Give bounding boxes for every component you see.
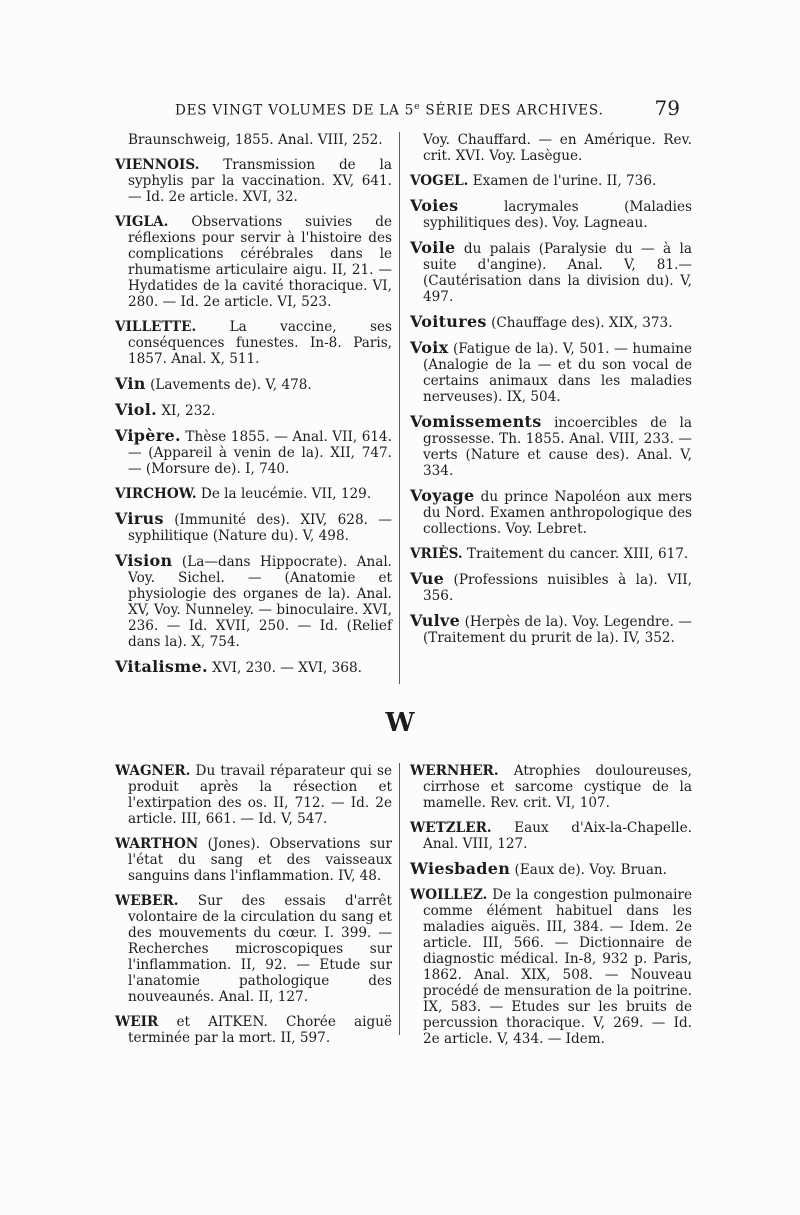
column-right-top	[410, 132, 692, 655]
entry-headword: Vue	[410, 569, 445, 588]
entry-text: (Jones). Observations sur l'état du sang et des vaisseaux sanguins dans l'inflammation. IV, 48.	[128, 836, 392, 884]
entry-text: (Chauffage des). XIX, 373.	[486, 315, 673, 331]
index-entry	[410, 314, 692, 331]
running-title-b: SÉRIE DES ARCHIVES.	[420, 102, 604, 119]
running-title	[175, 102, 604, 119]
entry-headword: Virus	[115, 509, 164, 528]
index-entry	[410, 240, 692, 305]
entry-headword: Voyage	[410, 486, 475, 505]
entry-text: Braunschweig, 1855. Anal. VIII, 252.	[128, 132, 383, 148]
index-entry	[410, 414, 692, 479]
entry-text: (Fatigue de la). V, 501. — humaine (Analogie de la — et du son vocal de certains animaux dans les maladies nerveuses). IX, 504.	[423, 341, 692, 405]
entry-text: Examen de l'urine. II, 736.	[468, 173, 657, 189]
entry-text: Transmission de la syphylis par la vaccination. XV, 641. — Id. 2e article. XVI, 32.	[128, 157, 392, 205]
entry-headword: WOILLEZ.	[410, 887, 488, 903]
index-entry	[115, 132, 392, 148]
index-entry	[410, 887, 692, 1047]
entry-text: incoercibles de la grossesse. Th. 1855. Anal. VIII, 233. — verts (Nature et cause des). Anal. V, 334.	[423, 415, 692, 479]
column-left-bottom	[115, 763, 392, 1055]
index-entry	[115, 319, 392, 367]
entry-text: Atrophies douloureuses, cirrhose et sarcome cystique de la mamelle. Rev. crit. VI, 107.	[423, 763, 692, 811]
entry-headword: WETZLER.	[410, 820, 492, 836]
index-entry	[115, 402, 392, 419]
running-title-a: DES VINGT VOLUMES DE LA 5	[175, 102, 415, 119]
entry-text: (Professions nuisibles à la). VII, 356.	[423, 572, 692, 604]
index-entry	[410, 198, 692, 231]
index-entry	[115, 836, 392, 884]
entry-headword: WEIR	[115, 1014, 159, 1030]
index-entry	[410, 613, 692, 646]
entry-text: Traitement du cancer. XIII, 617.	[462, 546, 689, 562]
entry-headword: VRIÈS.	[410, 546, 463, 562]
entry-headword: Vitalisme.	[115, 657, 208, 676]
index-entry	[115, 1014, 392, 1046]
entry-headword: Wiesbaden	[410, 859, 511, 878]
entry-headword: WERNHER.	[410, 763, 499, 779]
entry-text: (La—dans Hippocrate). Anal. Voy. Sichel. — (Anatomie et physiologie des organes de la). Anal. XV, Voy. Nunneley. — binoculaire. XVI, 236. — Id. XVII, 250. — Id. (Relief dans la). X, 754.	[128, 554, 392, 650]
entry-text: De la leucémie. VII, 129.	[196, 486, 372, 502]
index-entry	[410, 861, 692, 878]
page-number: 79	[654, 96, 680, 120]
entry-headword: Viol.	[115, 400, 158, 419]
entry-text: XI, 232.	[157, 403, 216, 419]
entry-headword: WARTHON	[115, 836, 199, 852]
entry-text: et AITKEN. Chorée aiguë terminée par la mort. II, 597.	[128, 1014, 392, 1046]
index-entry	[410, 132, 692, 164]
entry-text: du palais (Paralysie du — à la suite d'angine). Anal. V, 81.— (Cautérisation dans la division du). V, 497.	[423, 241, 692, 305]
entry-text: Observations suivies de réflexions pour servir à l'histoire des complications cérébrales dans le rhumatisme articulaire aigu. II, 21. — Hydatides de la cavité thoracique. VI, 280. — Id. 2e article. VI, 523.	[128, 214, 392, 310]
index-entry	[115, 893, 392, 1005]
entry-headword: Vulve	[410, 611, 461, 630]
index-entry	[410, 546, 692, 562]
index-entry	[410, 173, 692, 189]
index-entry	[115, 659, 392, 676]
entry-headword: Voies	[410, 196, 459, 215]
entry-headword: VILLETTE.	[115, 319, 197, 335]
entry-text: (Lavements de). V, 478.	[145, 377, 312, 393]
page-header	[160, 96, 680, 126]
index-entry	[410, 488, 692, 537]
entry-text: Du travail réparateur qui se produit après la résection et l'extirpation des os. II, 712. — Id. 2e article. III, 661. — Id. V, 547.	[128, 763, 392, 827]
entry-headword: Vipère.	[115, 426, 181, 445]
entry-text: (Eaux de). Voy. Bruan.	[510, 862, 667, 878]
entry-text: Eaux d'Aix-la-Chapelle. Anal. VIII, 127.	[423, 820, 692, 852]
entry-headword: Voix	[410, 338, 449, 357]
entry-text: Voy. Chauffard. — en Amérique. Rev. crit. XVI. Voy. Lasègue.	[423, 132, 692, 164]
column-divider-bottom	[399, 763, 400, 1035]
entry-text: du prince Napoléon aux mers du Nord. Examen anthropologique des collections. Voy. Lebret.	[423, 489, 692, 537]
index-entry	[115, 214, 392, 310]
entry-text: (Herpès de la). Voy. Legendre. — (Traitement du prurit de la). IV, 352.	[423, 614, 692, 646]
entry-headword: VOGEL.	[410, 173, 469, 189]
index-entry	[115, 511, 392, 544]
entry-headword: VIRCHOW.	[115, 486, 197, 502]
entry-headword: Voitures	[410, 312, 487, 331]
entry-headword: Vision	[115, 551, 173, 570]
index-entry	[115, 376, 392, 393]
index-entry	[115, 428, 392, 477]
entry-text: Sur des essais d'arrêt volontaire de la circulation du sang et des mouvements du cœur. I. 399. — Recherches microscopiques sur l'inflammation. II, 92. — Etude sur l'anatomie pathologique des nouveaunés. Anal. II, 127.	[128, 893, 392, 1005]
entry-headword: VIENNOIS.	[115, 157, 200, 173]
entry-text: La vaccine, ses conséquences funestes. In-8. Paris, 1857. Anal. X, 511.	[128, 319, 392, 367]
index-entry	[115, 157, 392, 205]
entry-text: XVI, 230. — XVI, 368.	[207, 660, 362, 676]
entry-headword: Vin	[115, 374, 146, 393]
index-entry	[410, 340, 692, 405]
entry-headword: WEBER.	[115, 893, 179, 909]
column-divider-top	[399, 132, 400, 684]
index-entry	[115, 486, 392, 502]
index-entry	[410, 571, 692, 604]
index-entry	[115, 763, 392, 827]
index-entry	[410, 820, 692, 852]
column-right-bottom	[410, 763, 692, 1056]
entry-headword: Vomissements	[410, 412, 542, 431]
index-entry	[115, 553, 392, 650]
running-title-sup: e	[414, 102, 421, 112]
entry-headword: WAGNER.	[115, 763, 191, 779]
column-left-top	[115, 132, 392, 685]
index-entry	[410, 763, 692, 811]
entry-headword: Voile	[410, 238, 456, 257]
entry-text: lacrymales (Maladies syphilitiques des). Voy. Lagneau.	[423, 199, 692, 231]
entry-text: Thèse 1855. — Anal. VII, 614. — (Appareil à venin de la). XII, 747. — (Morsure de). I, 740.	[128, 429, 392, 477]
entry-text: (Immunité des). XIV, 628. — syphilitique (Nature du). V, 498.	[128, 512, 392, 544]
section-letter: W	[385, 708, 415, 738]
entry-text: De la congestion pulmonaire comme élément habituel dans les maladies aiguës. III, 384. — Idem. 2e article. III, 566. — Dictionnaire de diagnostic médical. In-8, 932 p. Paris, 1862. Anal. XIX, 508. — Nouveau procédé de mensuration de la poitrine. IX, 583. — Etudes sur les bruits de percussion thoracique. V, 269. — Id. 2e article. V, 434. — Idem.	[423, 887, 692, 1047]
entry-headword: VIGLA.	[115, 214, 169, 230]
